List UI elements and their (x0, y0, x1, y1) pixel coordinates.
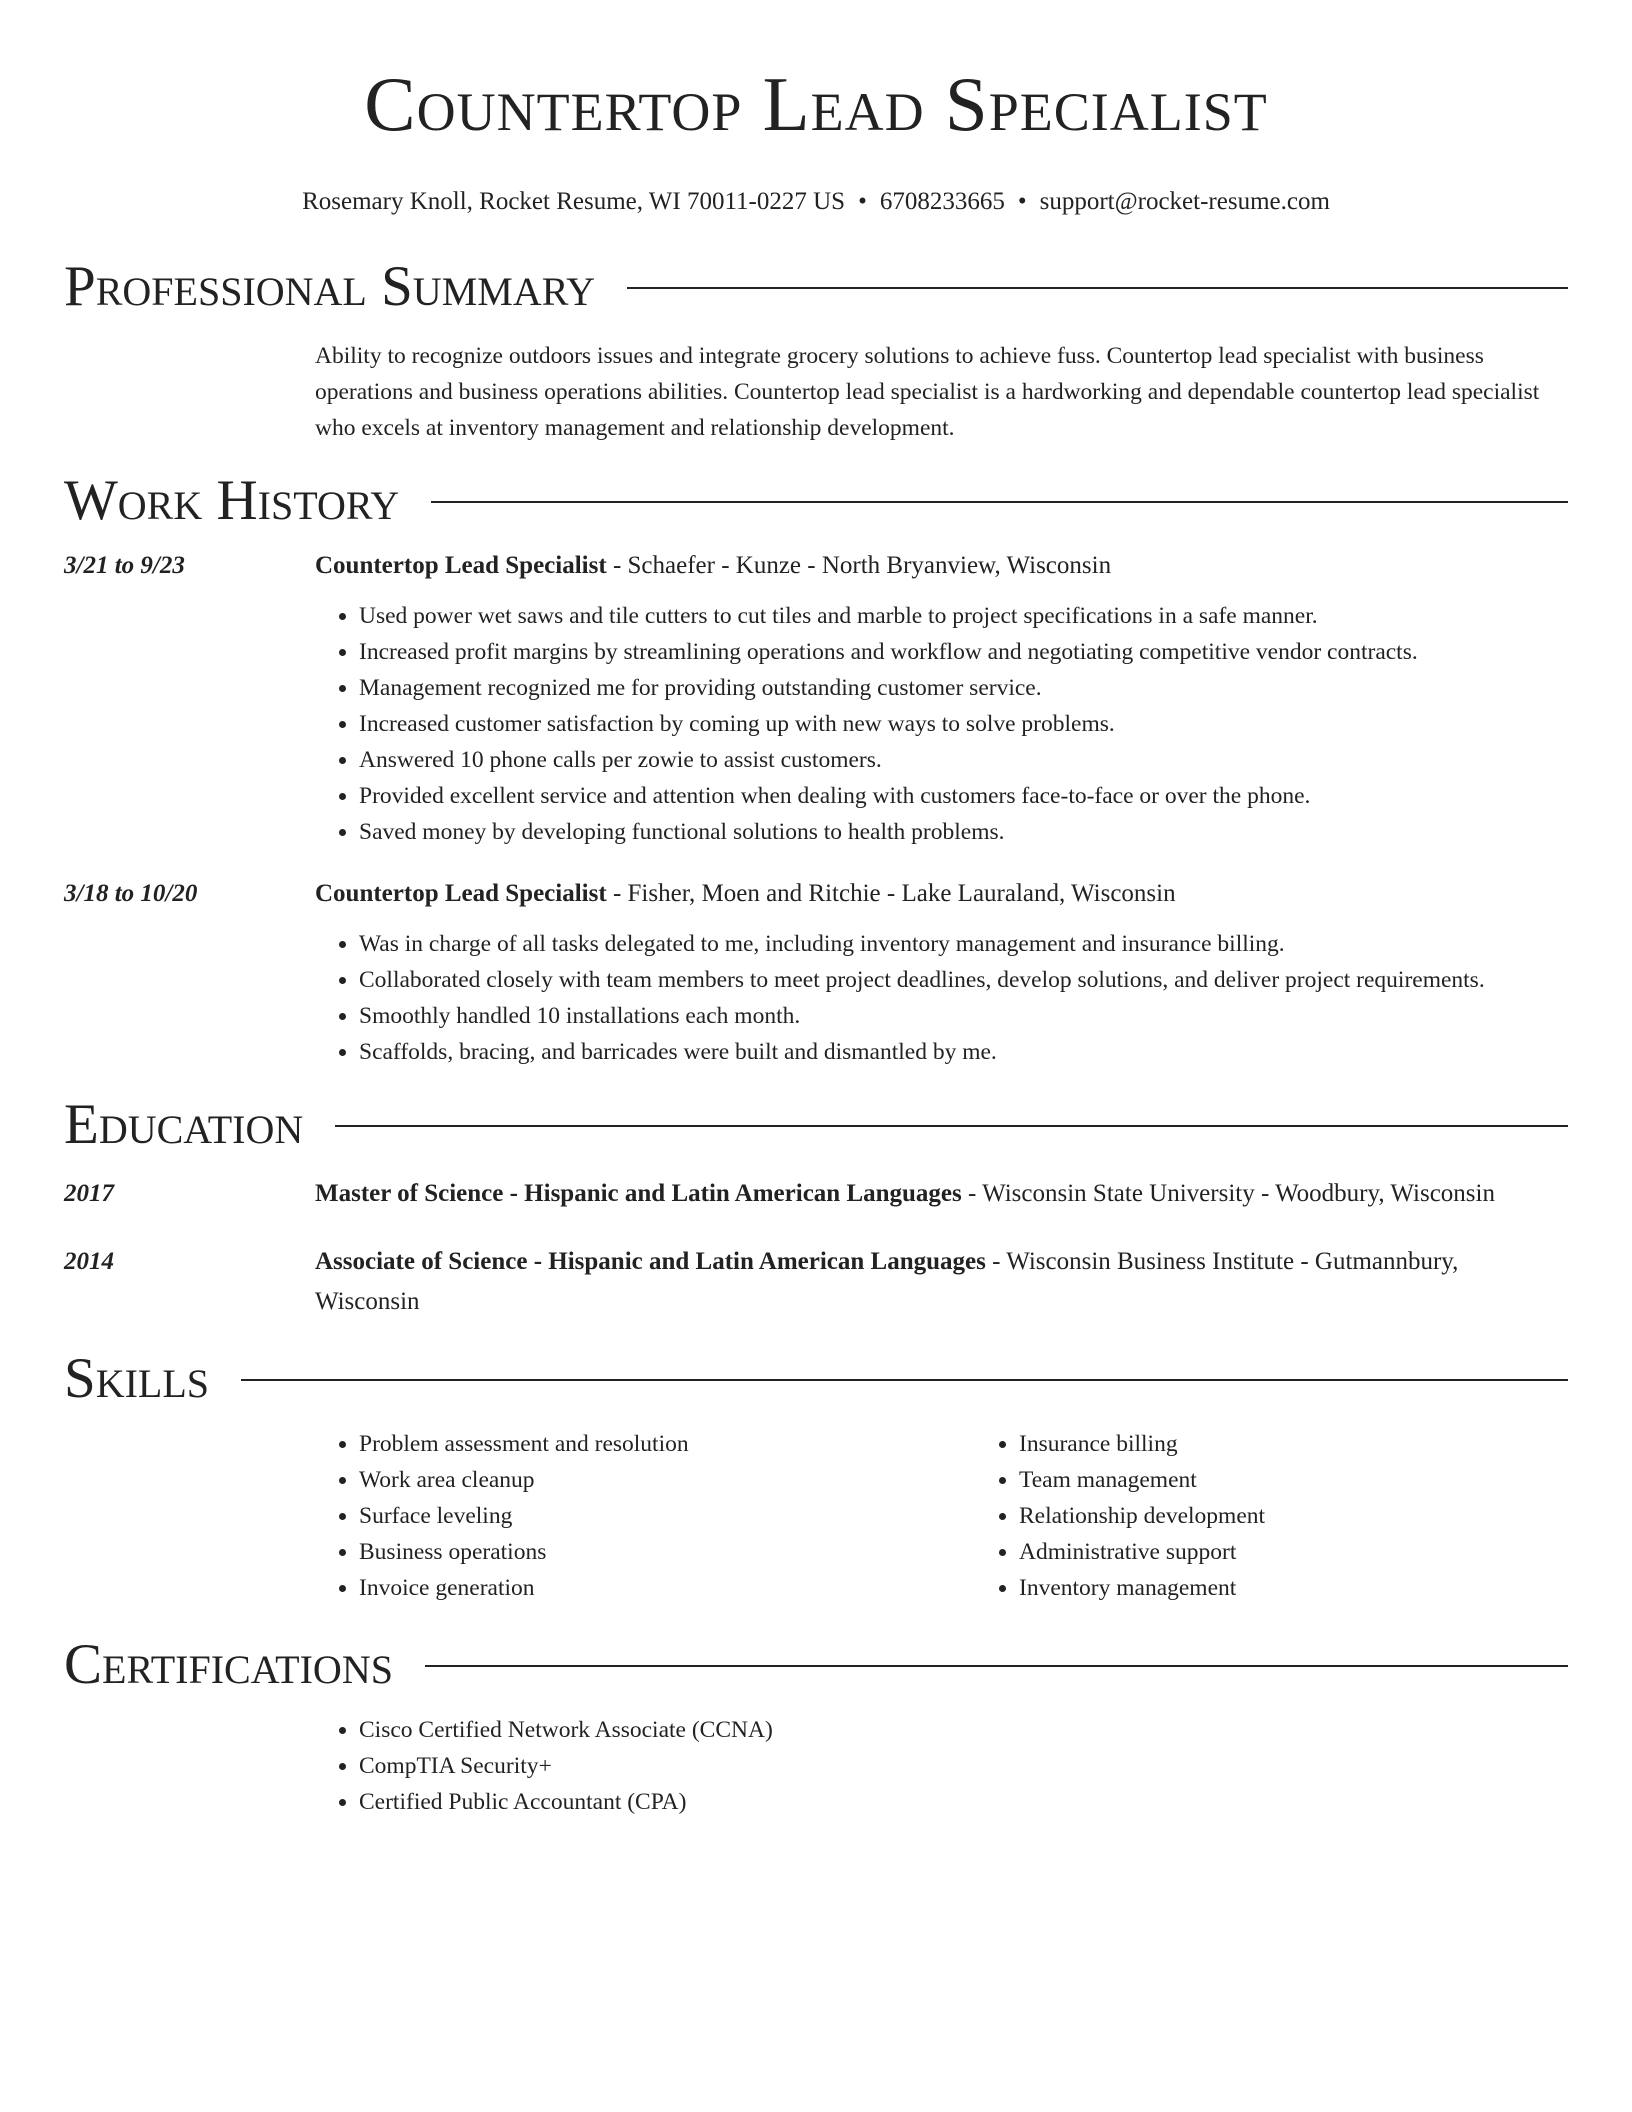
list-item: • Answered 10 phone calls per zowie to assist customers. (359, 742, 1568, 778)
education-entry (64, 1242, 1568, 1322)
job-entry (64, 874, 1568, 1070)
education-details: - Wisconsin Business Institute - Gutmannbury, Wisconsin (315, 1248, 1459, 1315)
skills-list-left (315, 1426, 975, 1606)
section-divider (335, 1125, 1568, 1127)
education-degree: Associate of Science - Hispanic and Latin American Languages (315, 1248, 986, 1275)
list-item: • Provided excellent service and attention when dealing with customers face-to-face or over the phone. (359, 778, 1568, 814)
job-details: - Fisher, Moen and Ritchie - Lake Lauraland, Wisconsin (606, 880, 1176, 907)
education-year: 2014 (64, 1248, 114, 1275)
summary-section (64, 252, 1568, 446)
list-item: • Surface leveling (359, 1498, 975, 1534)
list-item: • Certified Public Accountant (CPA) (359, 1784, 1568, 1820)
skills-section (64, 1344, 1568, 1606)
contact-phone: 6708233665 (879, 188, 1005, 215)
resume-title: Countertop Lead Specialist (364, 61, 1268, 147)
education-details: - Wisconsin State University - Woodbury, Wisconsin (961, 1180, 1495, 1207)
list-item: • Scaffolds, bracing, and barricades were built and dismantled by me. (359, 1034, 1568, 1070)
resume-page (64, 0, 1568, 1820)
job-dates: 3/18 to 10/20 (64, 880, 198, 907)
contact-separator: • (858, 188, 867, 215)
list-item: • Cisco Certified Network Associate (CCNA) (359, 1712, 1568, 1748)
skills-columns (315, 1426, 1568, 1606)
list-item: • Invoice generation (359, 1570, 975, 1606)
list-item: • Administrative support (1019, 1534, 1632, 1570)
education-degree: Master of Science - Hispanic and Latin American Languages (315, 1180, 962, 1207)
summary-text: Ability to recognize outdoors issues and integrate grocery solutions to achieve fuss. Countertop lead specialist with business operations and business operations abilities. Countertop lead specialist is a hardworking and dependable countertop lead specialist who excels at inventory management and relationship development. (315, 343, 1540, 441)
job-title: Countertop Lead Specialist (315, 552, 607, 579)
list-item: • Saved money by developing functional solutions to health problems. (359, 814, 1568, 850)
contact-email: support@rocket-resume.com (1039, 188, 1330, 215)
work-history-section (64, 466, 1568, 1070)
list-item: • Work area cleanup (359, 1462, 975, 1498)
list-item: • Relationship development (1019, 1498, 1632, 1534)
skills-heading: Skills (64, 1347, 210, 1410)
education-year: 2017 (64, 1180, 114, 1207)
summary-heading: Professional Summary (64, 255, 596, 318)
list-item: • Business operations (359, 1534, 975, 1570)
list-item: • Increased customer satisfaction by coming up with new ways to solve problems. (359, 706, 1568, 742)
section-divider (627, 287, 1568, 289)
certifications-list (315, 1712, 1568, 1820)
certifications-section (64, 1630, 1568, 1820)
work-history-heading: Work History (64, 469, 400, 532)
education-entry (64, 1174, 1568, 1214)
contact-separator: • (1017, 188, 1027, 215)
skills-list-right (975, 1426, 1632, 1606)
job-bullets (315, 598, 1568, 850)
section-divider (425, 1665, 1568, 1667)
section-divider (431, 501, 1568, 503)
certifications-heading: Certifications (64, 1633, 393, 1696)
list-item: • Insurance billing (1019, 1426, 1632, 1462)
job-title: Countertop Lead Specialist (315, 880, 607, 907)
contact-line (64, 186, 1568, 218)
job-bullets (315, 926, 1568, 1070)
list-item: • Used power wet saws and tile cutters to cut tiles and marble to project specifications in a safe manner. (359, 598, 1568, 634)
list-item: • Team management (1019, 1462, 1632, 1498)
job-details: - Schaefer - Kunze - North Bryanview, Wisconsin (606, 552, 1112, 579)
list-item: • Smoothly handled 10 installations each month. (359, 998, 1568, 1034)
section-divider (241, 1379, 1568, 1381)
list-item: • Problem assessment and resolution (359, 1426, 975, 1462)
list-item: • Was in charge of all tasks delegated to me, including inventory management and insurance billing. (359, 926, 1568, 962)
list-item: • Collaborated closely with team members to meet project deadlines, develop solutions, and deliver project requirements. (359, 962, 1568, 998)
list-item: • CompTIA Security+ (359, 1748, 1568, 1784)
education-section (64, 1090, 1568, 1322)
job-entry (64, 546, 1568, 850)
contact-address: Rosemary Knoll, Rocket Resume, WI 70011-0227 US (302, 188, 846, 215)
list-item: • Increased profit margins by streamlining operations and workflow and negotiating competitive vendor contracts. (359, 634, 1568, 670)
list-item: • Inventory management (1019, 1570, 1632, 1606)
job-dates: 3/21 to 9/23 (64, 552, 185, 579)
list-item: • Management recognized me for providing outstanding customer service. (359, 670, 1568, 706)
education-heading: Education (64, 1093, 304, 1156)
